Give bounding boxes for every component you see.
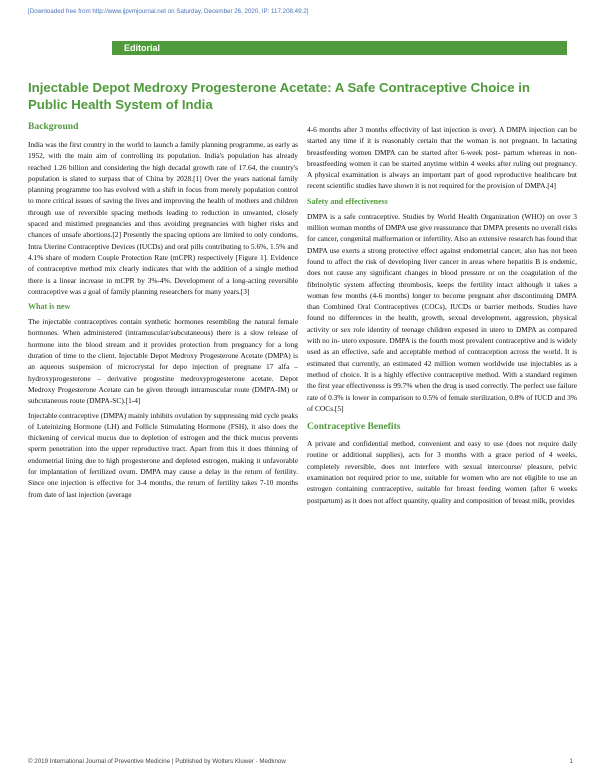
page-number: 1 xyxy=(569,758,573,765)
background-heading: Background xyxy=(28,121,79,132)
continued-paragraph: 4-6 months after 3 months effectivity of last injection is over). A DMPA injection can be started any time if it is reasonably certain that the woman is not pregnant. In lactating breastfeeding women DMPA can be started after 6-week post- partum whereas in non-breastfeeding women it can be started anytime within 4 weeks after ruling out pregnancy. A physical examination is always an important part of good reproductive healthcare but recent scientific studies have shown it is not required for the provision of DMPA.[4] xyxy=(307,125,577,191)
whats-new-paragraph-2: Injectable contraceptive (DMPA) mainly inhibits ovulation by suppressing mid cycle peaks of Luteinizing Hormone (LH) and Follicle Stimulating Hormone (FSH), it also does the thickening of cervical mucus due to depletion of estrogen and the thick mucus prevents sperm penetration into the upper reproductive tract. Apart from this it does thinning of endometrial lining due to high progesterone and depleted estrogen, making it unfavorable for implantation of fertilized ovum. DMPA may cause a delay in the return of fertility. Since one injection is effective for 3-4 months, the return of fertility takes 7-10 months from date of last injection (average xyxy=(28,410,298,499)
benefits-heading: Contraceptive Benefits xyxy=(307,421,401,433)
left-column xyxy=(28,120,298,705)
copyright-text: © 2019 International Journal of Preventive Medicine | Published by Wolters Kluwer - Medknow xyxy=(28,758,286,765)
right-column xyxy=(307,124,577,709)
page-footer xyxy=(28,758,573,770)
safety-heading: Safety and effectiveness xyxy=(307,196,388,206)
benefits-paragraph: A private and confidential method, convenient and easy to use (does not require daily routine or additional supplies), acts for 3 months with a grace period of 4 weeks, completely reversible, does not interfere with sexual intercourse/ pleasure, pelvic examination not required prior to use, suitable for women who are not eligible to use an estrogen containing contraceptive, suitable for breast feeding women (after 6 weeks postpartum) as it does not affect quantity, quality and composition of breast milk, provides xyxy=(307,439,577,505)
background-paragraph: India was the first country in the world to launch a family planning programme, as early as 1952, with the main aim of controlling its population. India's population has already reached 1.26 billion and considering the high decadal growth rate of 17.64, the country's population is slated to surpass that of China by 2028.[1] Over the years national family planning programme too has evolved with a shift in focus from merely population control to more critical issues of saving the lives and improving the health of mothers and children through use of reversible spacing methods leading to reduction in unwanted, closely spaced and mistimed pregnancies and thus avoiding pregnancies with higher risks and chances of unsafe abortions.[2] Presently the spacing options are limited to only condoms, Intra Uterine Contraceptive Devices (IUCDs) and oral pills contributing to 5.6%, 1.5% and 4.1% share of modern Couple Protection Rate (mCPR) respectively [Figure 1]. Evidence of contraceptive method mix clearly indicates that with the addition of a single method there is a linear increase in mCPR by 3%-4%. Development of a long-acting reversible contraceptive was a goal of family planning researchers for many years.[3] xyxy=(28,140,298,296)
safety-paragraph: DMPA is a safe contraceptive. Studies by World Health Organization (WHO) on over 3 million woman months of DMPA use give reassurance that DMPA presents no overall risks for cancer, congenital malformation or infertility. Also an extensive research has found that DMPA use exerts a strong protective effect against endometrial cancer, also has not been found to affect the risk of developing liver cancer in areas where hepatitis B is endemic, does not cause any significant changes in blood pressure or on the coagulation of the fibrinolytic system affecting thrombosis, keeps the fertility intact although it takes a woman few months (4-6 months) longer to become pregnant after discontinuing DMPA than Combined Oral Contraceptives (COCs), IUCDs or barrier methods. Studies have found no differences in the health, growth, sexual development, aggression, physical activity or sex role identity of teenage children exposed in utero to DMPA as compared with no in- utero exposure. DMPA is the fourth most prevalent contraceptive and is widely used as an effective, safe and acceptable method of contraception across the world. It is estimated that currently, an estimated 42 million women worldwide use injectables as a method of choice. It is a highly effective contraceptive method. With a standard regimen the first year effectiveness is 99.7% when the drug is used correctly. The perfect use failure rate of 0.3% is lower in comparison to 0.5% of female sterilization, 0.8% of IUCD and 3% of COCs.[5] xyxy=(307,211,577,413)
article-title: Injectable Depot Medroxy Progesterone Acetate: A Safe Contraceptive Choice in Public Health System of India xyxy=(28,80,530,112)
whats-new-heading: What is new xyxy=(28,302,71,312)
whats-new-paragraph-1: The injectable contraceptives contain synthetic hormones resembling the natural female hormones. When administered (intramuscular/subcutaneous) there is a slow release of hormone into the blood stream and it provides protection from pregnancy for a long duration of time to the client. Injectable Depot Medroxy Progesterone Acetate (DMPA) is an aqueous suspension of microcrystal for depo injection of pregnane 17 alfa – hydroxyprogesterone – derivative progestine medroxyprogesterone acetate. Depot Medroxy Progesterone Acetate can be given through intramuscular route (DMPA-IM) or subcutaneous route (DMPA-SC).[1-4] xyxy=(28,317,298,406)
download-note: [Downloaded free from http://www.ijpvmjournal.net on Saturday, December 26, 2020, IP: 117.208.49.2] xyxy=(28,8,309,15)
section-tag: Editorial xyxy=(112,41,567,55)
